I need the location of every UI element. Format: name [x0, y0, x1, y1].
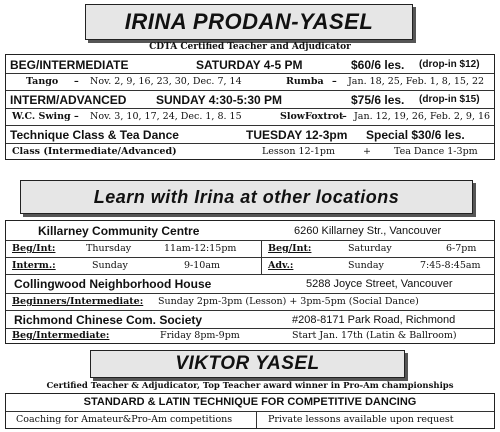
killarney-r1-time2: 6-7pm — [446, 243, 477, 254]
class-plus: + — [363, 146, 371, 157]
irina-subtitle: CDTA Certified Teacher and Adjudicator — [149, 42, 351, 52]
collingwood-address: 5288 Joyce Street, Vancouver — [306, 278, 453, 290]
technique-price: Special $30/6 les. — [366, 128, 465, 142]
killarney-r1-level2: Beg/Int: — [268, 243, 312, 254]
tango-dash: – — [74, 76, 79, 87]
interm-adv-price: $75/6 les. — [351, 93, 405, 107]
class-lesson: Lesson 12-1pm — [262, 146, 335, 157]
killarney-r2-time2: 7:45-8:45am — [420, 260, 481, 271]
technique-schedule: TUESDAY 12-3pm — [246, 128, 348, 142]
killarney-name: Killarney Community Centre — [38, 224, 200, 238]
interm-adv-schedule: SUNDAY 4:30-5:30 PM — [156, 93, 283, 107]
richmond-address: #208-8171 Park Road, Richmond — [292, 314, 456, 326]
killarney-r2-day2: Sunday — [348, 260, 384, 271]
technique-label: Technique Class & Tea Dance — [10, 128, 179, 142]
class-tea: Tea Dance 1-3pm — [394, 146, 478, 157]
tango-name: Tango — [26, 76, 59, 87]
interm-adv-dropin: (drop-in $15) — [419, 94, 480, 105]
wc-swing-dash: – — [74, 111, 79, 122]
interm-adv-label: INTERM/ADVANCED — [10, 93, 127, 107]
irina-title-banner — [85, 4, 413, 40]
viktor-private: Private lessons available upon request — [268, 414, 454, 425]
killarney-r2-time: 9-10am — [184, 260, 221, 271]
wc-swing-name: W.C. Swing — [12, 111, 71, 122]
locations-title-banner — [20, 180, 473, 214]
richmond-schedule: Friday 8pm-9pm — [160, 330, 240, 341]
killarney-r1-day2: Saturday — [348, 243, 392, 254]
beg-int-schedule: SATURDAY 4-5 PM — [196, 58, 303, 72]
irina-title: IRINA PRODAN-YASEL — [124, 9, 374, 34]
collingwood-level: Beginners/Intermediate: — [12, 296, 144, 307]
tango-dates: Nov. 2, 9, 16, 23, 30, Dec. 7, 14 — [90, 76, 242, 87]
killarney-address: 6260 Killarney Str., Vancouver — [294, 225, 442, 237]
wc-swing-dates: Nov. 3, 10, 17, 24, Dec. 1, 8. 15 — [90, 111, 242, 122]
class-label: Class (Intermediate/Advanced) — [12, 146, 177, 157]
locations-title: Learn with Irina at other locations — [93, 186, 400, 207]
killarney-r2-level2: Adv.: — [268, 260, 294, 271]
viktor-heading: STANDARD & LATIN TECHNIQUE FOR COMPETITIVE DANCING — [83, 396, 417, 408]
collingwood-name: Collingwood Neighborhood House — [14, 277, 212, 291]
viktor-table — [5, 393, 495, 429]
richmond-name: Richmond Chinese Com. Society — [14, 313, 203, 327]
killarney-r1-time: 11am-12:15pm — [164, 243, 237, 254]
slowfoxtrot-dates: Jan. 12, 19, 26, Feb. 2, 9, 16 — [354, 111, 491, 122]
slowfoxtrot-name: SlowFoxtrot — [280, 111, 344, 122]
killarney-r2-day: Sunday — [92, 260, 128, 271]
richmond-start: Start Jan. 17th (Latin & Ballroom) — [292, 330, 457, 341]
slowfoxtrot-dash: – — [342, 111, 347, 122]
collingwood-schedule: Sunday 2pm-3pm (Lesson) + 3pm-5pm (Social Dance) — [158, 296, 419, 307]
beg-int-dropin: (drop-in $12) — [419, 59, 480, 70]
rumba-name: Rumba — [286, 76, 324, 87]
viktor-title-banner — [90, 350, 405, 378]
beg-int-price: $60/6 les. — [351, 58, 405, 72]
killarney-r1-day: Thursday — [86, 243, 132, 254]
killarney-r2-level: Interm.: — [12, 260, 56, 271]
richmond-level: Beg/Intermediate: — [12, 330, 110, 341]
viktor-subtitle: Certified Teacher & Adjudicator, Top Teacher award winner in Pro-Am championships — [46, 381, 454, 391]
irina-schedule-table — [5, 54, 495, 160]
viktor-title: VIKTOR YASEL — [175, 353, 320, 374]
killarney-r1-level: Beg/Int: — [12, 243, 56, 254]
rumba-dash: – — [332, 76, 337, 87]
viktor-coaching: Coaching for Amateur&Pro-Am competitions — [16, 414, 233, 425]
beg-int-label: BEG/INTERMEDIATE — [10, 58, 129, 72]
rumba-dates: Jan. 18, 25, Feb. 1, 8, 15, 22 — [348, 76, 485, 87]
locations-table — [5, 220, 495, 344]
